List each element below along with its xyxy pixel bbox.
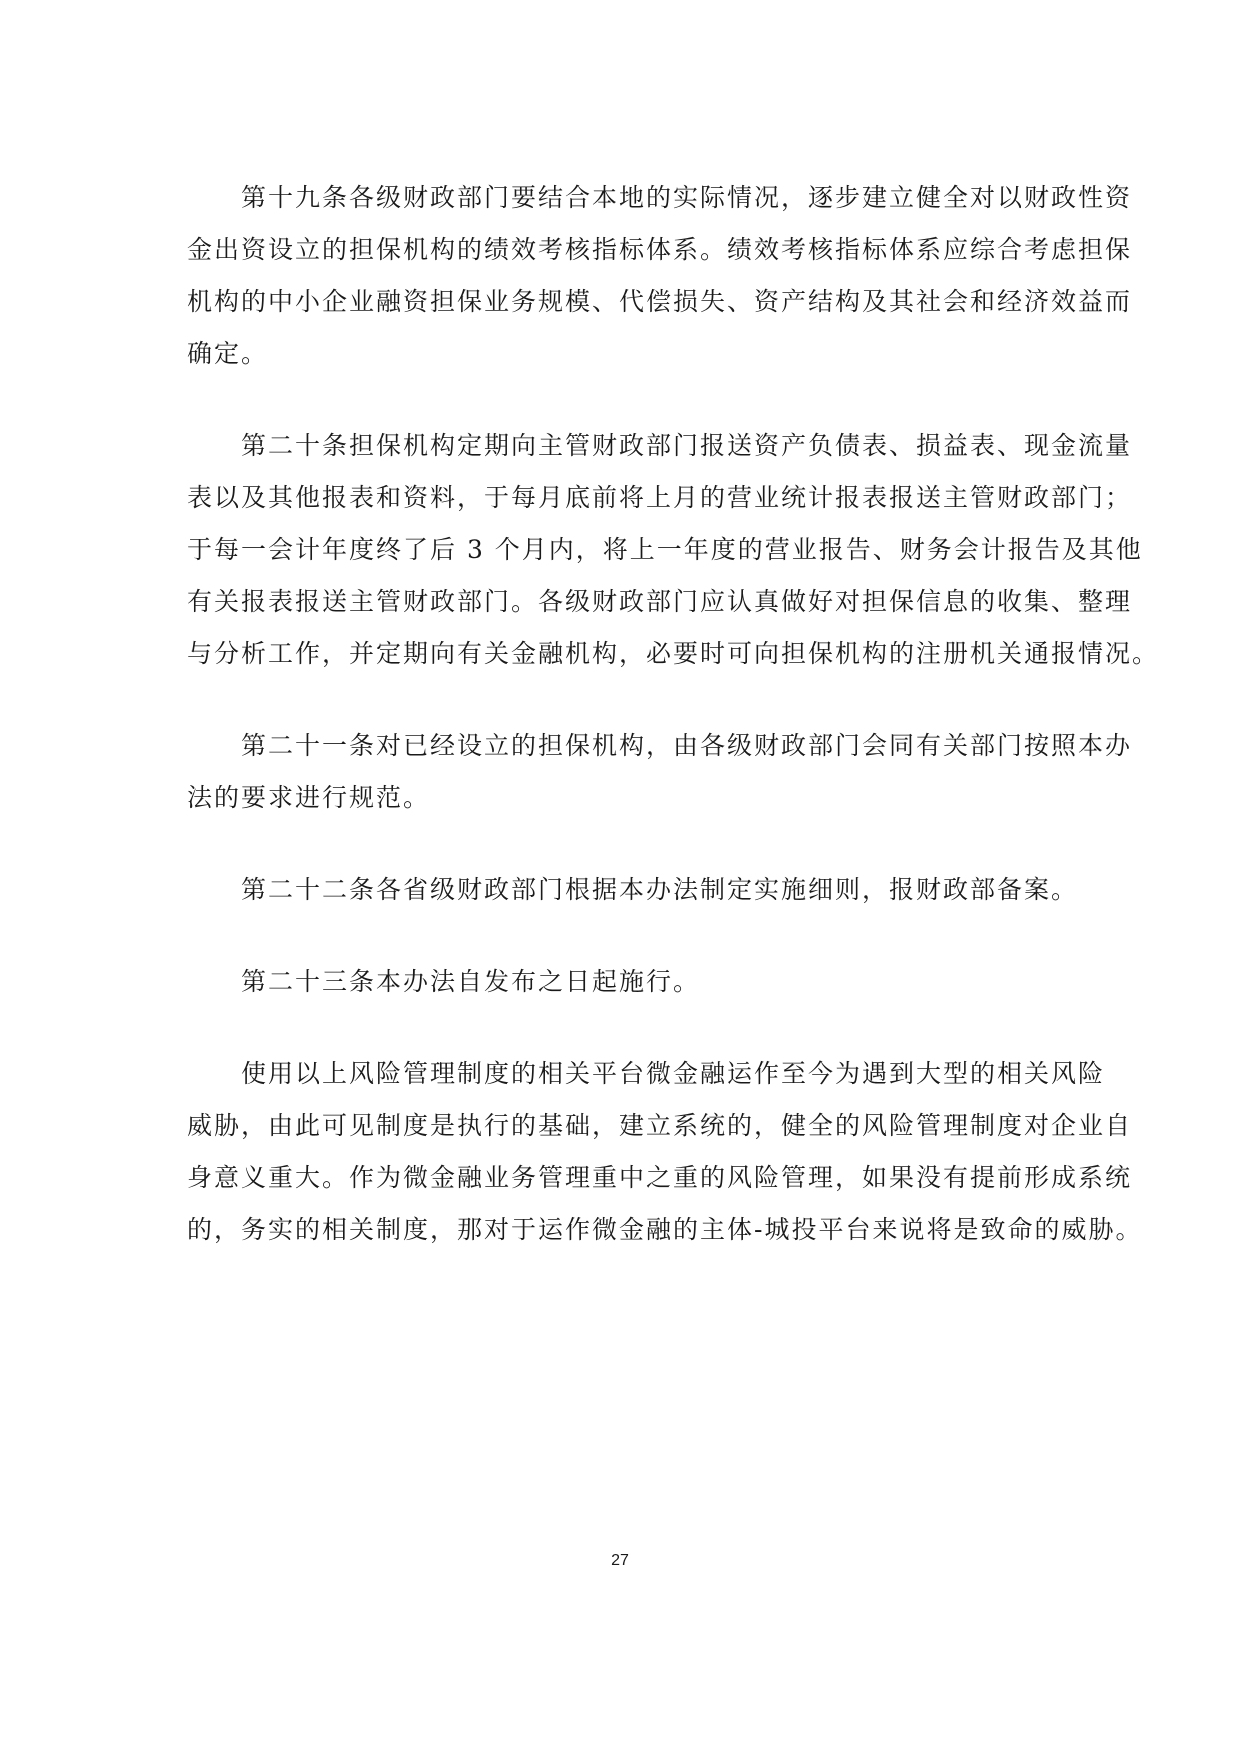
text-line: 使用以上风险管理制度的相关平台微金融运作至今为遇到大型的相关风险 [241,1059,1106,1088]
text-line: 确定。 [187,339,269,368]
text-line: 的，务实的相关制度，那对于运作微金融的主体-城投平台来说将是致命的威胁。 [187,1215,1143,1244]
page-number: 27 [611,1552,629,1569]
paragraph-article-20 [187,420,1160,680]
text-line: 金出资设立的担保机构的绩效考核指标体系。绩效考核指标体系应综合考虑担保 [187,235,1133,264]
text-line: 第十九条各级财政部门要结合本地的实际情况，逐步建立健全对以财政性资 [241,183,1133,212]
text-line: 第二十一条对已经设立的担保机构，由各级财政部门会同有关部门按照本办 [241,731,1133,760]
text-line: 法的要求进行规范。 [187,783,431,812]
text-line: 第二十二条各省级财政部门根据本办法制定实施细则，报财政部备案。 [241,875,1079,904]
text-line: 第二十条担保机构定期向主管财政部门报送资产负债表、损益表、现金流量 [241,431,1133,460]
paragraph-article-23 [187,956,1057,1008]
text-line: 身意义重大。作为微金融业务管理重中之重的风险管理，如果没有提前形成系统 [187,1163,1133,1192]
paragraph-article-19 [187,172,1133,380]
text-line: 威胁，由此可见制度是执行的基础，建立系统的，健全的风险管理制度对企业自 [187,1111,1133,1140]
paragraph-article-21 [187,720,1133,824]
text-line: 第二十三条本办法自发布之日起施行。 [241,967,701,996]
text-line: 机构的中小企业融资担保业务规模、代偿损失、资产结构及其社会和经济效益而 [187,287,1133,316]
text-line: 有关报表报送主管财政部门。各级财政部门应认真做好对担保信息的收集、整理 [187,587,1133,616]
text-line: 表以及其他报表和资料，于每月底前将上月的营业统计报表报送主管财政部门； [187,483,1133,512]
text-line: 与分析工作，并定期向有关金融机构，必要时可向担保机构的注册机关通报情况。 [187,639,1160,668]
document-body [187,172,1160,1296]
text-line: 于每一会计年度终了后 3 个月内，将上一年度的营业报告、财务会计报告及其他 [187,535,1143,564]
paragraph-article-22 [187,864,1079,916]
paragraph-conclusion [187,1048,1143,1256]
